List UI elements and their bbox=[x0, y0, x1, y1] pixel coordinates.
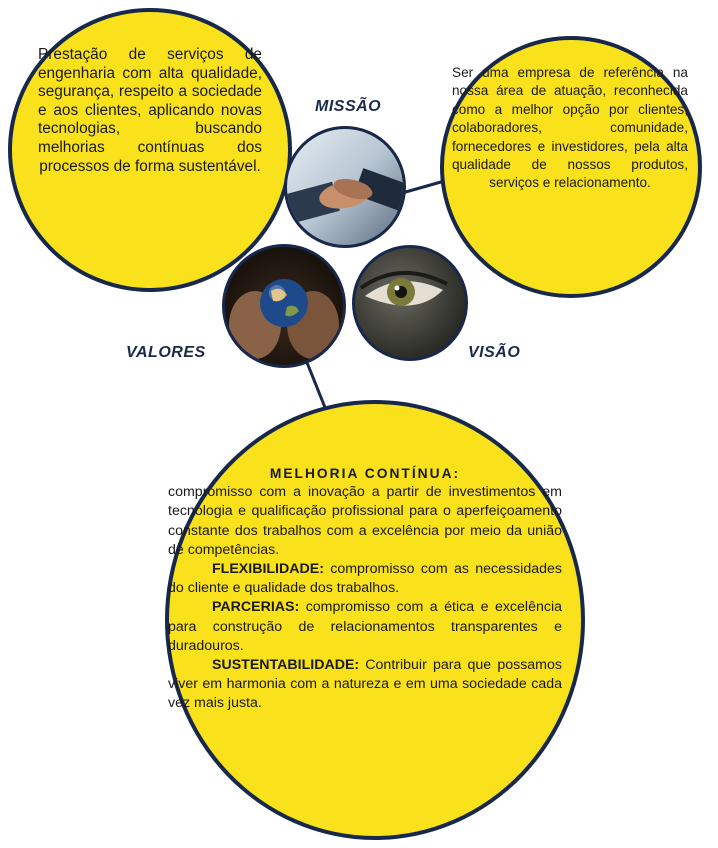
missao-label: MISSÃO bbox=[315, 98, 382, 115]
eye-icon bbox=[352, 245, 468, 361]
visao-text: Ser uma empresa de referência na nossa área de atuação, reconhecida como a melhor opção por clientes, colaboradores, comunidade, fornecedores e investidores, pela alta qualidade de nossos produtos, serviços e relacionamento. bbox=[452, 65, 688, 191]
valores-item-flexibilidade bbox=[168, 560, 562, 598]
valores-item-text: compromisso com a inovação a partir de investimentos em tecnologia e qualificação profissional para o aperfeiçoamento constante dos trabalhos com a excelência por meio da união de competências. bbox=[168, 484, 562, 558]
valores-item-text: compromisso com a ética e excelência para construção de relacionamentos transparentes e duradouros. bbox=[168, 599, 562, 654]
visao-label: VISÃO bbox=[468, 344, 521, 361]
valores-item-parcerias bbox=[168, 598, 562, 656]
valores-item-text: compromisso com as necessidades do cliente e qualidade dos trabalhos. bbox=[168, 561, 562, 597]
valores-text bbox=[168, 464, 562, 714]
handshake-icon bbox=[284, 126, 406, 248]
eye-drawing bbox=[355, 248, 465, 358]
valores-item-title: FLEXIBILIDADE: bbox=[212, 561, 324, 578]
valores-label: VALORES bbox=[126, 344, 206, 361]
valores-item-title: PARCERIAS: bbox=[212, 599, 300, 616]
missao-text: Prestação de serviços de engenharia com alta qualidade, segurança, respeito a sociedade e aos clientes, aplicando novas tecnologias, buscando melhorias contínuas dos processos de forma sustentável. bbox=[38, 46, 262, 175]
globe-drawing bbox=[225, 247, 343, 365]
valores-item-sustentabilidade bbox=[168, 656, 562, 714]
valores-item-text: Contribuir para que possamos viver em harmonia com a natureza e em uma sociedade cada vez mais justa. bbox=[168, 657, 562, 712]
valores-item-title: MELHORIA CONTÍNUA: bbox=[269, 466, 461, 481]
valores-item-melhoria bbox=[168, 464, 562, 560]
globe-in-hands-icon bbox=[222, 244, 346, 368]
handshake-drawing bbox=[287, 129, 403, 245]
valores-item-title: SUSTENTABILIDADE: bbox=[212, 657, 360, 674]
